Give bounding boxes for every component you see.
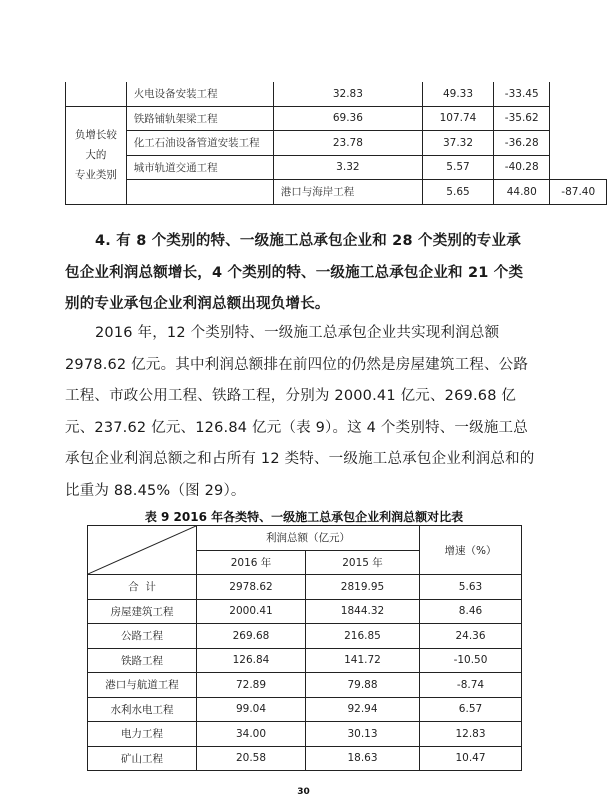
- value-2015: 79.88: [306, 673, 420, 698]
- value-2015: 18.63: [306, 746, 420, 771]
- table-row: [88, 673, 522, 698]
- row-label: 水利水电工程: [88, 697, 197, 722]
- row-label: 港口与航道工程: [88, 673, 197, 698]
- row-label: 合 计: [88, 575, 197, 600]
- growth-rate: -8.74: [420, 673, 522, 698]
- table-row: [88, 624, 522, 649]
- value-2016: 126.84: [197, 648, 306, 673]
- growth-rate: 5.63: [420, 575, 522, 600]
- value-2016: 34.00: [197, 722, 306, 747]
- growth-rate: -33.45: [494, 82, 550, 106]
- paragraph-text: 4. 有 8 个类别的特、一级施工总承包企业和 28 个类别的专业承包企业利润总额增长，4 个类别的特、一级施工总承包企业和 21 个类别的专业承包企业利润总额出现负增长。: [65, 233, 524, 312]
- table-row: [88, 746, 522, 771]
- diagonal-line: [88, 526, 196, 574]
- negative-growth-table: [65, 82, 607, 205]
- diagonal-header-cell: [88, 526, 197, 575]
- project-name: 化工石油设备管道安装工程: [126, 131, 273, 156]
- value-2016: 2000.41: [197, 599, 306, 624]
- value-2015: 44.80: [494, 180, 550, 205]
- value-2016: 3.32: [273, 155, 422, 180]
- row-label: 电力工程: [88, 722, 197, 747]
- growth-rate: 6.57: [420, 697, 522, 722]
- growth-rate: 12.83: [420, 722, 522, 747]
- value-2015: 49.33: [422, 82, 493, 106]
- header-row: [88, 526, 522, 551]
- row-label: 公路工程: [88, 624, 197, 649]
- growth-rate: 10.47: [420, 746, 522, 771]
- value-2015: 37.32: [422, 131, 493, 156]
- row-label: 铁路工程: [88, 648, 197, 673]
- value-2015: 1844.32: [306, 599, 420, 624]
- project-name: 港口与海岸工程: [273, 180, 422, 205]
- growth-rate: -87.40: [550, 180, 607, 205]
- value-2015: 216.85: [306, 624, 420, 649]
- growth-rate: 24.36: [420, 624, 522, 649]
- page-number: 30: [297, 787, 310, 797]
- growth-rate: -35.62: [494, 106, 550, 131]
- header-2015: 2015 年: [306, 550, 420, 575]
- value-2015: 92.94: [306, 697, 420, 722]
- header-profit-total: 利润总额（亿元）: [197, 526, 420, 551]
- category-label-line: 专业类别: [74, 169, 117, 181]
- category-label-line: 负增长较: [74, 129, 117, 141]
- value-2015: 2819.95: [306, 575, 420, 600]
- paragraph-profit-detail: [65, 318, 535, 507]
- paragraph-growth-summary: [65, 226, 535, 321]
- row-label: 矿山工程: [88, 746, 197, 771]
- growth-rate: 8.46: [420, 599, 522, 624]
- growth-rate: -10.50: [420, 648, 522, 673]
- table-row: [66, 82, 607, 106]
- growth-rate: -40.28: [494, 155, 550, 180]
- category-cell-empty: [66, 82, 127, 106]
- table-row: [66, 131, 607, 156]
- value-2015: 5.57: [422, 155, 493, 180]
- project-name: 铁路铺轨架梁工程: [126, 106, 273, 131]
- paragraph-text: 2016 年，12 个类别特、一级施工总承包企业共实现利润总额 2978.62 亿元。其中利润总额排在前四位的仍然是房屋建筑工程、公路工程、市政公用工程、铁路工程，分别为 2000.41 亿元、269.68 亿元、237.62 亿元、126.84 亿元（表 9）。这 4 个类别特、一级施工总承包企业利润总额之和占所有 12 类特、一级施工总承包企业利润总和的比重为 88.45%（图 29）。: [65, 325, 535, 499]
- row-label: 房屋建筑工程: [88, 599, 197, 624]
- table-row: [88, 697, 522, 722]
- value-2015: 107.74: [422, 106, 493, 131]
- value-2016: 2978.62: [197, 575, 306, 600]
- project-name: 火电设备安装工程: [126, 82, 273, 106]
- header-growth: 增速（%）: [420, 526, 522, 575]
- value-2016: 20.58: [197, 746, 306, 771]
- value-2016: 269.68: [197, 624, 306, 649]
- value-2016: 72.89: [197, 673, 306, 698]
- category-cell-continued: [126, 180, 273, 205]
- growth-rate: -36.28: [494, 131, 550, 156]
- table-row: [66, 155, 607, 180]
- category-label-line: 大的: [85, 149, 107, 161]
- table-row: [66, 180, 607, 205]
- value-2016: 69.36: [273, 106, 422, 131]
- value-2016: 23.78: [273, 131, 422, 156]
- table-row: [88, 575, 522, 600]
- profit-comparison-table: [87, 525, 522, 771]
- header-2016: 2016 年: [197, 550, 306, 575]
- value-2016: 99.04: [197, 697, 306, 722]
- table-row: [88, 599, 522, 624]
- value-2016: 5.65: [422, 180, 493, 205]
- value-2015: 30.13: [306, 722, 420, 747]
- project-name: 城市轨道交通工程: [126, 155, 273, 180]
- category-label: [66, 106, 127, 204]
- table-row: [88, 648, 522, 673]
- table-row: [66, 106, 607, 131]
- table-row: [88, 722, 522, 747]
- value-2015: 141.72: [306, 648, 420, 673]
- table-caption: 表 9 2016 年各类特、一级施工总承包企业利润总额对比表: [144, 510, 464, 524]
- value-2016: 32.83: [273, 82, 422, 106]
